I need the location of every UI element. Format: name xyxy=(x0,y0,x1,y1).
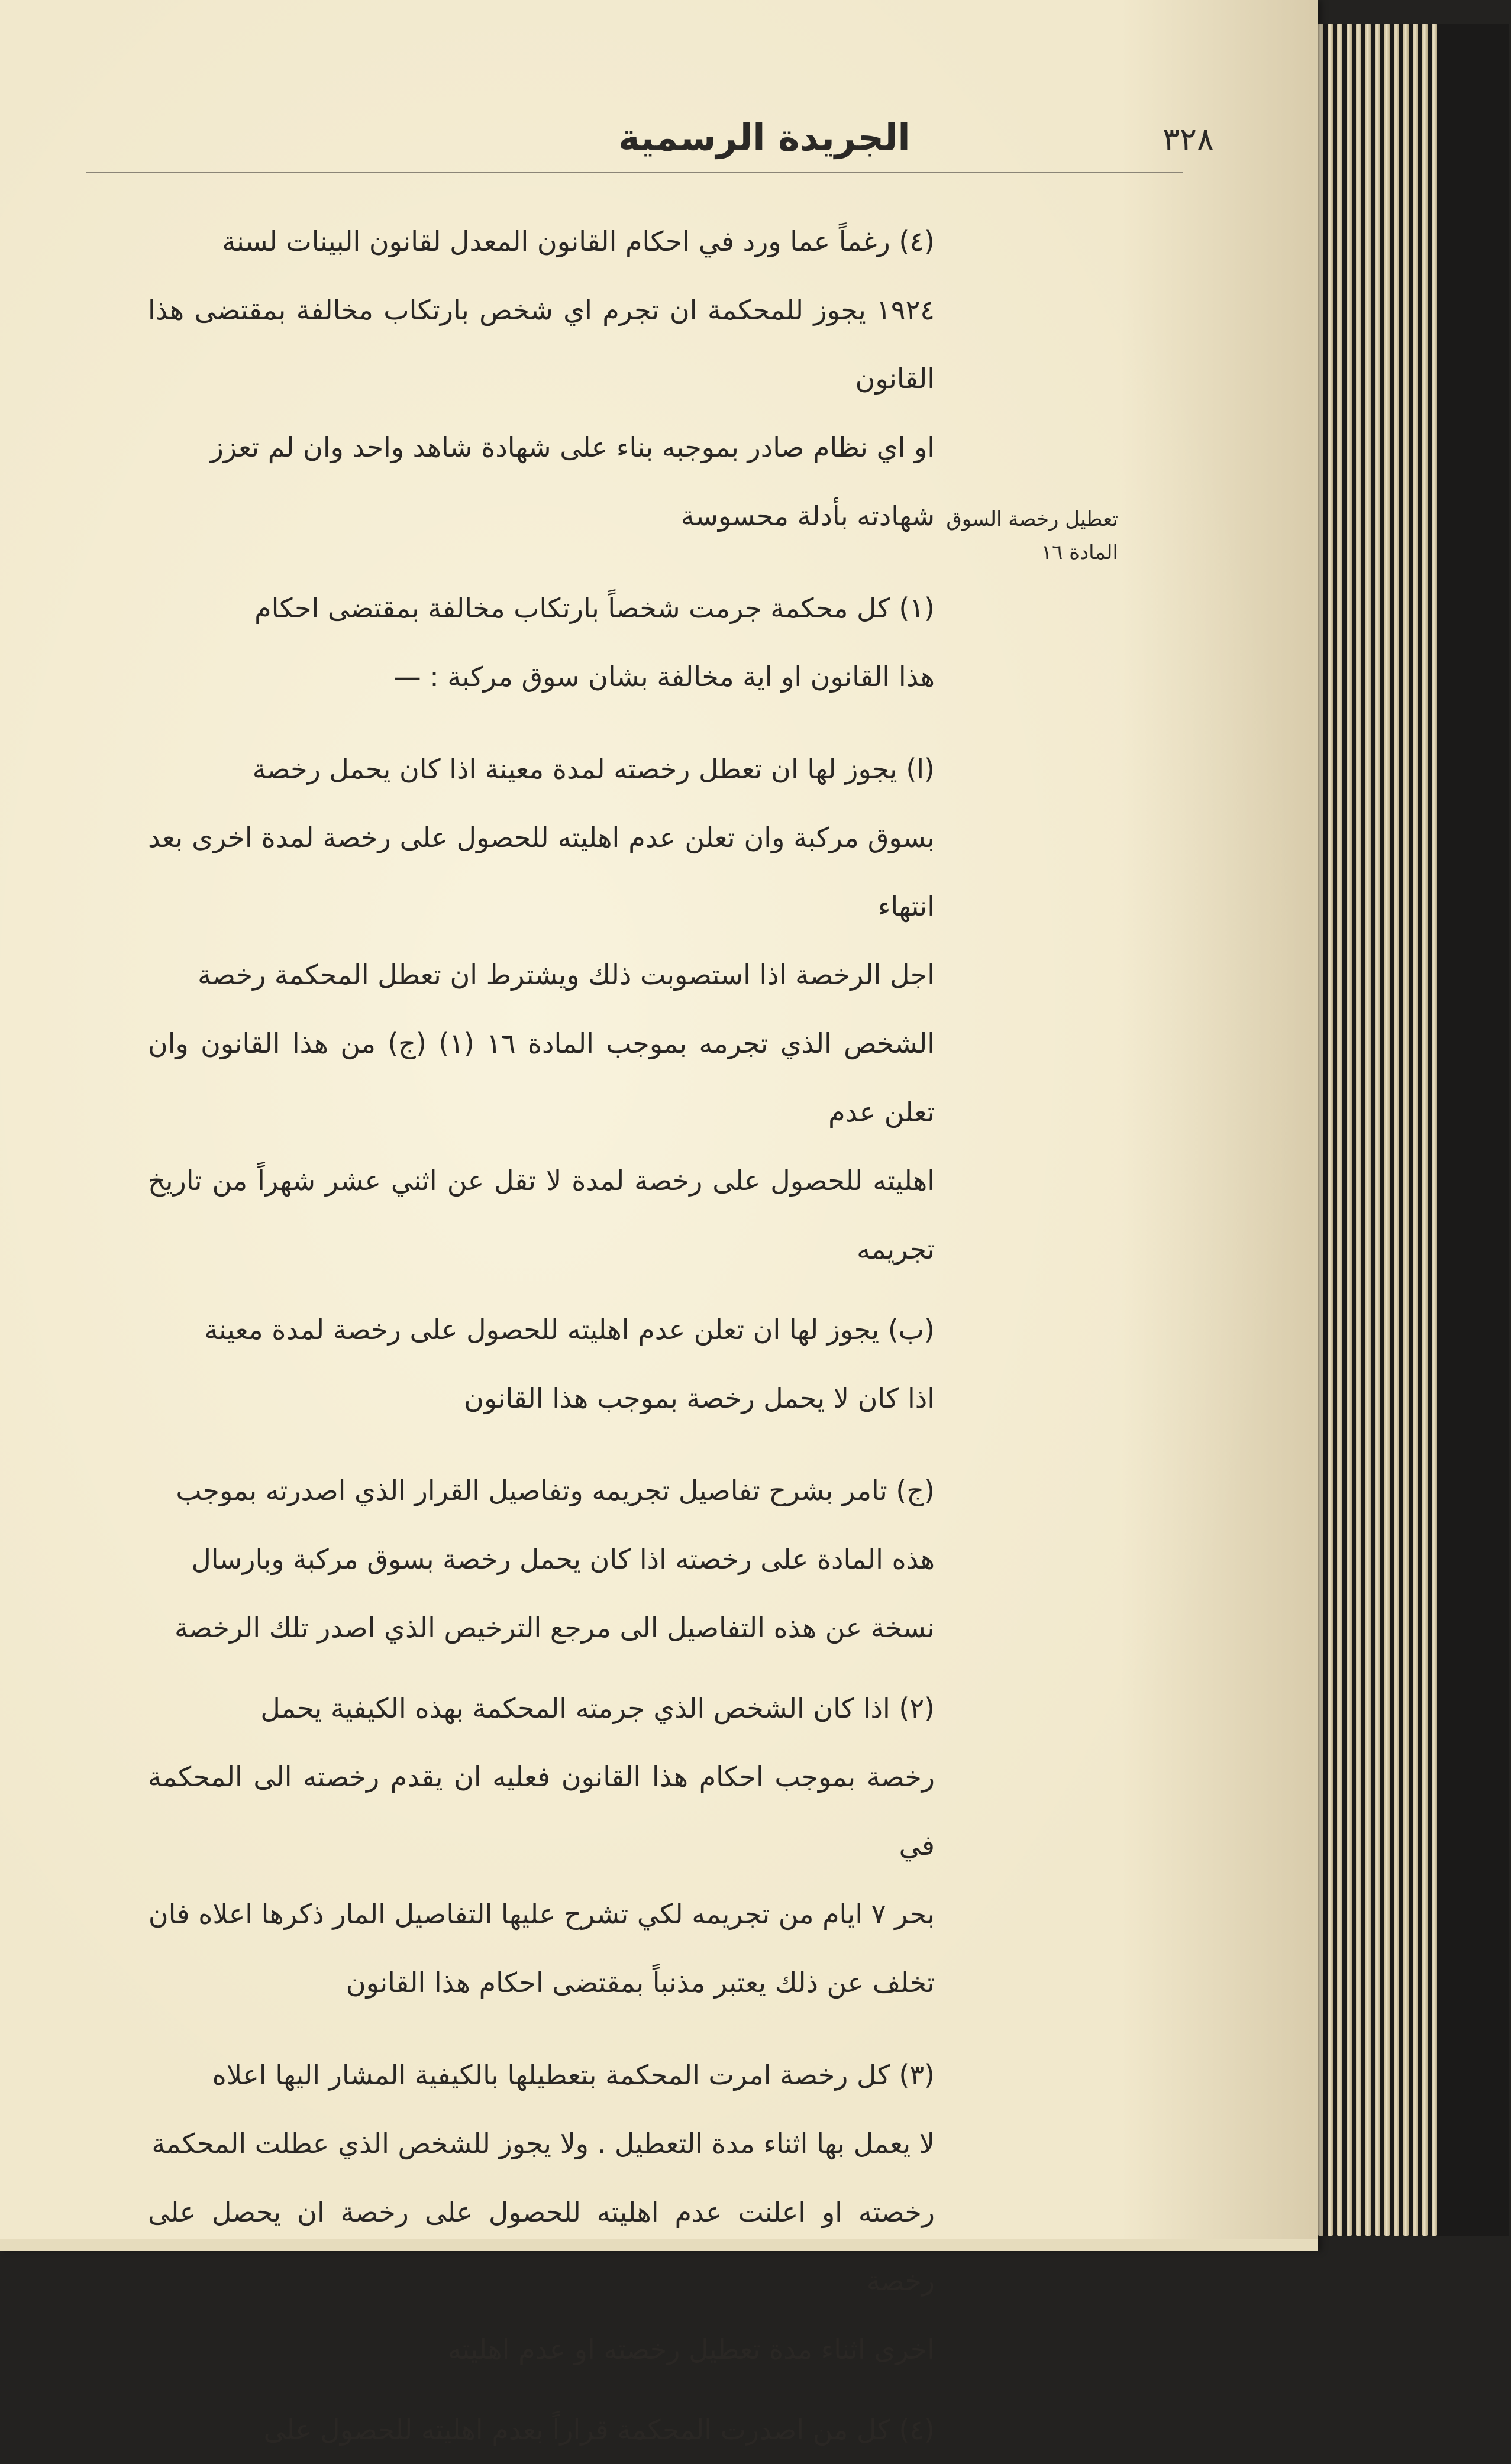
text-line: اجل الرخصة اذا استصوبت ذلك ويشترط ان تعطل المحكمة رخصة xyxy=(198,959,935,991)
paragraph xyxy=(148,1456,935,1662)
text-line: تخلف عن ذلك يعتبر مذنباً بمقتضى احكام هذا القانون xyxy=(346,1967,935,1999)
text-line: هذه المادة على رخصته اذا كان يحمل رخصة بسوق مركبة وبارسال xyxy=(191,1543,935,1575)
text-line: اذا كان لا يحمل رخصة بموجب هذا القانون xyxy=(464,1382,935,1414)
text-line: هذا القانون او اية مخالفة بشان سوق مركبة : — xyxy=(393,661,935,693)
text-line: (ج) تامر بشرح تفاصيل تجريمه وتفاصيل القرار الذي اصدرته بموجب xyxy=(176,1474,935,1506)
text-line: (٢) اذا كان الشخص الذي جرمته المحكمة بهذه الكيفية يحمل xyxy=(260,1692,935,1724)
paragraph xyxy=(148,574,935,711)
paragraph xyxy=(148,2395,935,2464)
paragraph xyxy=(148,2041,935,2384)
text-line: ١٩٢٤ يجوز للمحكمة ان تجرم اي شخص بارتكاب مخالفة بمقتضى هذا القانون xyxy=(148,294,935,395)
text-line: (٤) كل من اصدرت المحكمة قراراً بعدم اهليته للحصول على xyxy=(263,2414,935,2446)
text-line: او اي نظام صادر بموجبه بناء على شهادة شاهد واحد وان لم تعزز xyxy=(210,431,935,463)
text-line: نسخة عن هذه التفاصيل الى مرجع الترخيص الذي اصدر تلك الرخصة xyxy=(174,1612,935,1644)
text-line: (٣) كل رخصة امرت المحكمة بتعطيلها بالكيفية المشار اليها اعلاه xyxy=(212,2059,935,2091)
text-line: (١) كل محكمة جرمت شخصاً بارتكاب مخالفة بمقتضى احكام xyxy=(254,592,935,624)
text-line: رخصة بموجب احكام هذا القانون فعليه ان يقدم رخصته الى المحكمة في xyxy=(148,1761,935,1861)
paragraph xyxy=(148,735,935,1283)
text-line: (٤) رغماً عما ورد في احكام القانون المعدل لقانون البينات لسنة xyxy=(222,225,935,257)
paragraph xyxy=(148,1295,935,1433)
text-line: لا يعمل بها اثناء مدة التعطيل . ولا يجوز للشخص الذي عطلت المحكمة xyxy=(151,2127,935,2159)
text-line: (ا) يجوز لها ان تعطل رخصته لمدة معينة اذا كان يحمل رخصة xyxy=(252,753,935,785)
text-line: شهادته بأدلة محسوسة xyxy=(680,500,935,532)
page-header xyxy=(86,106,1215,173)
body-text xyxy=(148,207,935,2446)
margin-note: تعطيل رخصة السوق المادة ١٦ xyxy=(946,507,1118,564)
page-number: ٣٢٨ xyxy=(1163,121,1215,158)
text-line: بسوق مركبة وان تعلن عدم اهليته للحصول على رخصة لمدة اخرى بعد انتهاء xyxy=(148,822,935,922)
running-title: الجريدة الرسمية xyxy=(618,116,911,159)
book-page-edges xyxy=(1290,24,1509,2236)
paragraph xyxy=(148,207,935,550)
paragraph xyxy=(148,1674,935,2017)
text-line: الشخص الذي تجرمه بموجب المادة ١٦ (١) (ج) من هذا القانون وان تعلن عدم xyxy=(148,1027,935,1128)
text-line: (ب) يجوز لها ان تعلن عدم اهليته للحصول على رخصة لمدة معينة xyxy=(204,1314,935,1346)
text-line: اهليته للحصول على رخصة لمدة لا تقل عن اثني عشر شهراً من تاريخ تجريمه xyxy=(148,1165,935,1265)
text-line: بحر ٧ ايام من تجريمه لكي تشرح عليها التفاصيل المار ذكرها اعلاه فان xyxy=(148,1898,935,1930)
text-line: اخرى اثناء مدة تعطيل رخصته او عدم اهليته xyxy=(447,2333,935,2365)
page-bottom-edge xyxy=(0,2239,1318,2251)
text-line: رخصته او اعلنت عدم اهليته للحصول على رخصة ان يحصل على رخصة xyxy=(148,2196,935,2297)
